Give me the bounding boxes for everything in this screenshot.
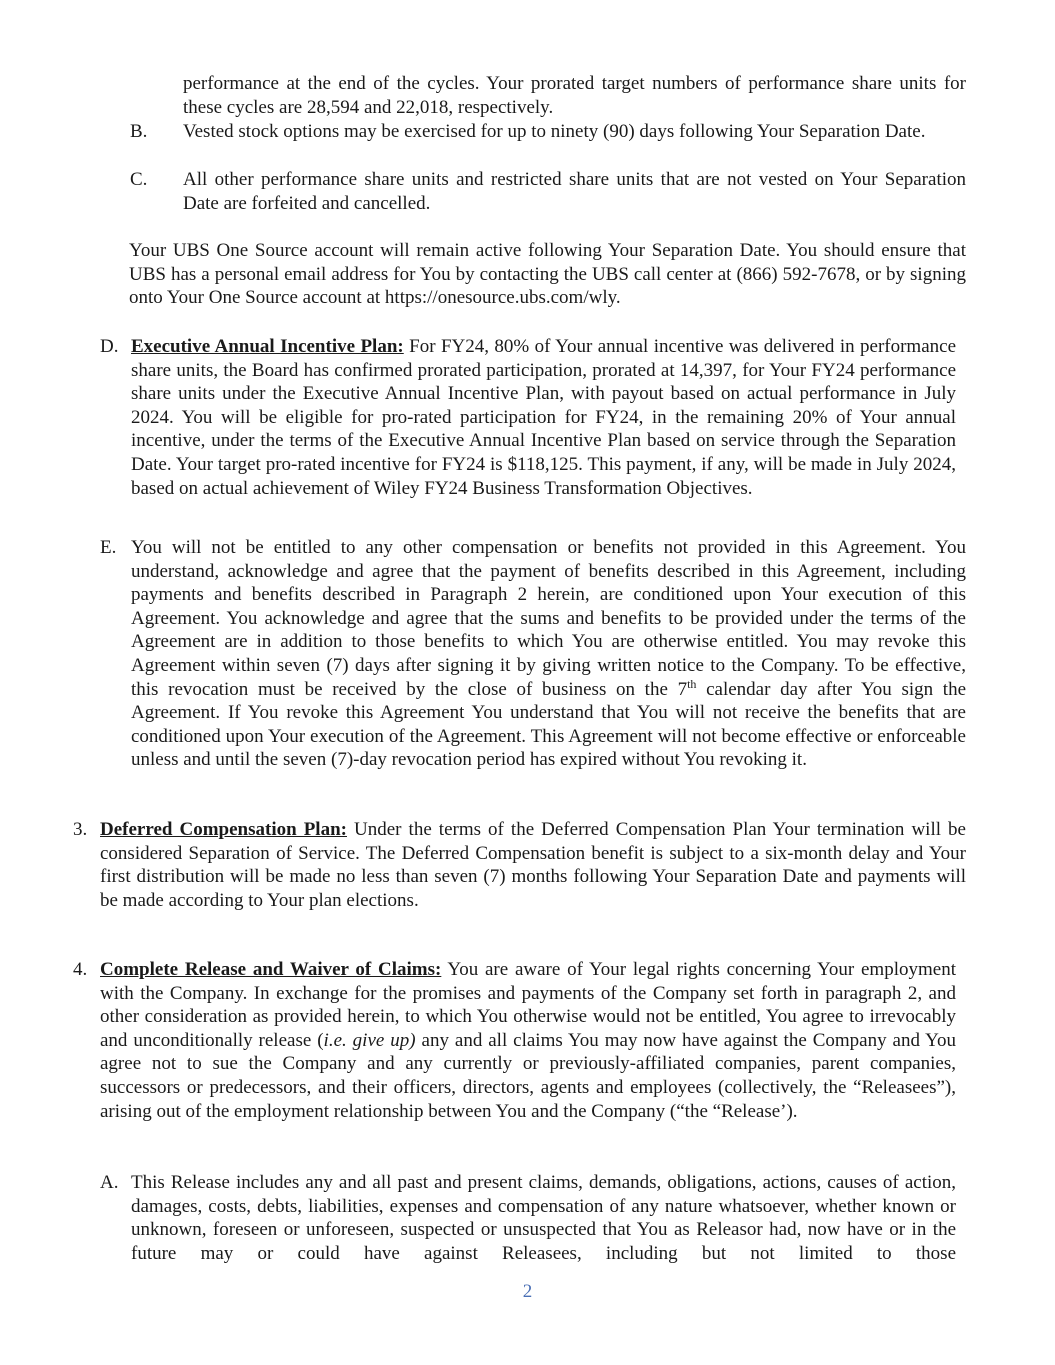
- release-waiver-text-1: You are aware of Your legal rights concerning Your employment with the Company. In exchange for the promises and payments of the Company set forth in paragraph 2, and other consideration as provided herein, to which You otherwise would not be entitled, You agree to irrevocably and unconditionally release (: [100, 959, 956, 1051]
- page-number: 2: [522, 1281, 533, 1302]
- release-waiver-title: Complete Release and Waiver of Claims:: [100, 959, 442, 980]
- deferred-compensation-paragraph: [100, 818, 966, 912]
- ordinal-superscript: th: [687, 676, 697, 691]
- other-compensation-text-1: You will not be entitled to any other compensation or benefits not provided in this Agreement. You understand, acknowledge and agree that the payment of benefits described in this Agreement, including payments and benefits described in Paragraph 2 herein, are conditioned upon Your execution of this Agreement. You acknowledge and agree that the sums and benefits to be provided under the terms of the Agreement are in addition to those benefits to which You are otherwise entitled. You may revoke this Agreement within seven (7) days after signing it by giving written notice to the Company. To be effective, this revocation must be received by the close of business on the 7: [131, 537, 966, 700]
- release-waiver-text-2: any and all claims You may now have against the Company and You agree not to sue the Company and any currently or previously-affiliated companies, parent companies, successors or predecessors, and their officers, directors, agents and employees (collectively, the “Releasees”), arising out of the employment relationship between You and the Company (“the “Release’).: [100, 1029, 956, 1122]
- release-waiver-italic: i.e. give up): [323, 1029, 416, 1051]
- deferred-compensation-text: Under the terms of the Deferred Compensation Plan Your termination will be considered Separation of Service. The Deferred Compensation benefit is subject to a six-month delay and Your first distribution will be made no less than seven (7) months following Your Separation Date and payments will be made according to Your plan elections.: [100, 819, 966, 911]
- executive-incentive-text: For FY24, 80% of Your annual incentive was delivered in performance share units, the Board has confirmed prorated participation, prorated at 14,397, for Your FY24 performance share units under the Executive Annual Incentive Plan, with payout based on actual performance in July 2024. You will be eligible for pro-rated participation for FY24, in the remaining 20% of Your annual incentive, under the terms of the Executive Annual Incentive Plan based on service through the Separation Date. Your target pro-rated incentive for FY24 is $118,125. This payment, if any, will be made in July 2024, based on actual achievement of Wiley FY24 Business Transformation Objectives.: [131, 336, 957, 499]
- stock-options-paragraph: Vested stock options may be exercised for up to ninety (90) days following Your Separation Date.: [183, 121, 926, 142]
- continued-paragraph: performance at the end of the cycles. Your prorated target numbers of performance share units for these cycles are 28,594 and 22,018, respectively.: [183, 73, 966, 118]
- release-scope-paragraph: This Release includes any and all past and present claims, demands, obligations, actions, causes of action, damages, costs, debts, liabilities, expenses and compensation of any nature whatsoever, whether known or unknown, foreseen or unforeseen, suspected or unsuspected that You as Releasor had, now have or in the future may or could have against Releasees, including but not limited to those: [131, 1172, 956, 1264]
- list-label-c: C.: [130, 169, 148, 190]
- forfeited-units-paragraph: All other performance share units and restricted share units that are not vested on Your Separation Date are forfeited and cancelled.: [183, 169, 966, 214]
- section-number-3: 3.: [73, 819, 88, 840]
- release-waiver-paragraph: [100, 958, 956, 1123]
- other-compensation-paragraph: [131, 536, 966, 772]
- executive-incentive-title: Executive Annual Incentive Plan:: [131, 336, 404, 357]
- list-label-4a: A.: [100, 1172, 119, 1193]
- list-label-d: D.: [100, 336, 119, 357]
- other-compensation-text-2: calendar day after You sign the Agreement. If You revoke this Agreement You understand that You will not receive the benefits that are conditioned upon Your execution of the Agreement. This Agreement will not become effective or enforceable unless and until the seven (7)-day revocation period has expired without You revoking it.: [131, 678, 967, 771]
- ubs-account-paragraph: Your UBS One Source account will remain active following Your Separation Date. You should ensure that UBS has a personal email address for You by contacting the UBS call center at (866) 592-7678, or by signing onto Your One Source account at https://onesource.ubs.com/wly.: [129, 240, 966, 309]
- list-label-e: E.: [100, 537, 117, 558]
- deferred-compensation-title: Deferred Compensation Plan:: [100, 819, 347, 840]
- executive-incentive-paragraph: [131, 335, 956, 500]
- list-label-b: B.: [130, 121, 148, 142]
- section-number-4: 4.: [73, 959, 88, 980]
